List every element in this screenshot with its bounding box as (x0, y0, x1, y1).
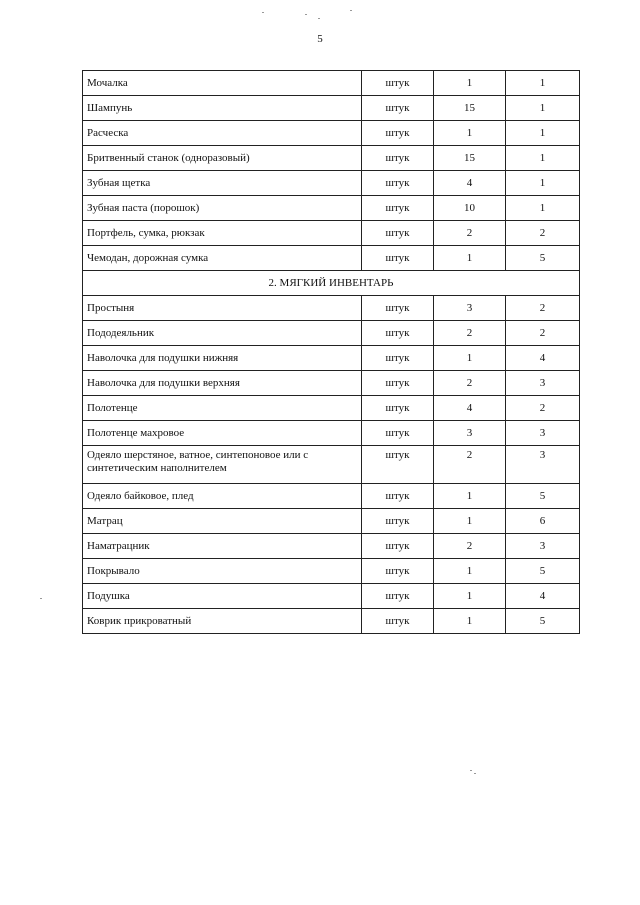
table-row (83, 71, 580, 96)
item-name-cell: Полотенце (83, 396, 362, 421)
item-name-cell: Подушка (83, 584, 362, 609)
item-name-cell: Одеяло шерстяное, ватное, синтепоновое или с синтетическим наполнителем (83, 446, 362, 484)
quantity-cell: 2 (434, 446, 506, 484)
quantity-cell: 10 (434, 196, 506, 221)
table-row (83, 534, 580, 559)
scan-speck (262, 12, 264, 13)
table-row (83, 371, 580, 396)
quantity-cell: 1 (434, 246, 506, 271)
unit-cell: штук (362, 396, 434, 421)
unit-cell: штук (362, 121, 434, 146)
term-cell: 1 (506, 146, 580, 171)
table-row (83, 584, 580, 609)
unit-cell: штук (362, 246, 434, 271)
table-row (83, 121, 580, 146)
term-cell: 3 (506, 446, 580, 484)
term-cell: 5 (506, 246, 580, 271)
term-cell: 3 (506, 421, 580, 446)
inventory-table (82, 70, 580, 634)
table-row (83, 446, 580, 484)
term-cell: 5 (506, 559, 580, 584)
item-name-cell: Наволочка для подушки верхняя (83, 371, 362, 396)
item-name-cell: Покрывало (83, 559, 362, 584)
quantity-cell: 4 (434, 171, 506, 196)
item-name-cell: Зубная щетка (83, 171, 362, 196)
item-name-cell: Шампунь (83, 96, 362, 121)
quantity-cell: 15 (434, 96, 506, 121)
item-name-cell: Наволочка для подушки нижняя (83, 346, 362, 371)
quantity-cell: 2 (434, 371, 506, 396)
table-row (83, 421, 580, 446)
quantity-cell: 2 (434, 534, 506, 559)
table-row (83, 171, 580, 196)
item-name-cell: Одеяло байковое, плед (83, 484, 362, 509)
item-name-cell: Зубная паста (порошок) (83, 196, 362, 221)
term-cell: 3 (506, 371, 580, 396)
section-header-row (83, 271, 580, 296)
quantity-cell: 3 (434, 421, 506, 446)
quantity-cell: 15 (434, 146, 506, 171)
quantity-cell: 1 (434, 509, 506, 534)
table-row (83, 396, 580, 421)
unit-cell: штук (362, 196, 434, 221)
term-cell: 1 (506, 71, 580, 96)
quantity-cell: 1 (434, 609, 506, 634)
term-cell: 1 (506, 196, 580, 221)
term-cell: 5 (506, 484, 580, 509)
quantity-cell: 2 (434, 321, 506, 346)
unit-cell: штук (362, 346, 434, 371)
table-row (83, 146, 580, 171)
table-row (83, 246, 580, 271)
item-name-cell: Простыня (83, 296, 362, 321)
item-name-cell: Расческа (83, 121, 362, 146)
item-name-cell: Чемодан, дорожная сумка (83, 246, 362, 271)
unit-cell: штук (362, 221, 434, 246)
term-cell: 3 (506, 534, 580, 559)
quantity-cell: 1 (434, 71, 506, 96)
unit-cell: штук (362, 609, 434, 634)
unit-cell: штук (362, 509, 434, 534)
term-cell: 2 (506, 321, 580, 346)
term-cell: 2 (506, 221, 580, 246)
table-row (83, 321, 580, 346)
unit-cell: штук (362, 584, 434, 609)
term-cell: 6 (506, 509, 580, 534)
unit-cell: штук (362, 96, 434, 121)
item-name-cell: Пододеяльник (83, 321, 362, 346)
table-row (83, 509, 580, 534)
term-cell: 1 (506, 96, 580, 121)
term-cell: 4 (506, 346, 580, 371)
quantity-cell: 4 (434, 396, 506, 421)
unit-cell: штук (362, 146, 434, 171)
quantity-cell: 1 (434, 121, 506, 146)
table-row (83, 196, 580, 221)
table-row (83, 559, 580, 584)
unit-cell: штук (362, 446, 434, 484)
term-cell: 5 (506, 609, 580, 634)
item-name-cell: Портфель, сумка, рюкзак (83, 221, 362, 246)
item-name-cell: Мочалка (83, 71, 362, 96)
quantity-cell: 1 (434, 346, 506, 371)
scan-speck (474, 773, 476, 774)
unit-cell: штук (362, 484, 434, 509)
table-row (83, 221, 580, 246)
term-cell: 1 (506, 121, 580, 146)
unit-cell: штук (362, 534, 434, 559)
term-cell: 2 (506, 296, 580, 321)
unit-cell: штук (362, 421, 434, 446)
table-row (83, 296, 580, 321)
unit-cell: штук (362, 371, 434, 396)
item-name-cell: Наматрацник (83, 534, 362, 559)
table-row (83, 609, 580, 634)
quantity-cell: 1 (434, 559, 506, 584)
unit-cell: штук (362, 296, 434, 321)
unit-cell: штук (362, 559, 434, 584)
scan-speck (40, 598, 42, 599)
term-cell: 1 (506, 171, 580, 196)
unit-cell: штук (362, 171, 434, 196)
item-name-cell: Коврик прикроватный (83, 609, 362, 634)
table-row (83, 96, 580, 121)
unit-cell: штук (362, 71, 434, 96)
item-name-cell: Бритвенный станок (одноразовый) (83, 146, 362, 171)
inventory-table-body (83, 71, 580, 634)
scan-speck (470, 770, 472, 771)
quantity-cell: 1 (434, 584, 506, 609)
scan-speck (350, 10, 352, 11)
item-name-cell: Матрац (83, 509, 362, 534)
term-cell: 4 (506, 584, 580, 609)
scan-speck (318, 18, 320, 19)
item-name-cell: Полотенце махровое (83, 421, 362, 446)
table-row (83, 484, 580, 509)
quantity-cell: 2 (434, 221, 506, 246)
section-title: 2. МЯГКИЙ ИНВЕНТАРЬ (83, 271, 580, 296)
quantity-cell: 1 (434, 484, 506, 509)
term-cell: 2 (506, 396, 580, 421)
page-number: 5 (317, 33, 323, 45)
table-row (83, 346, 580, 371)
unit-cell: штук (362, 321, 434, 346)
quantity-cell: 3 (434, 296, 506, 321)
scan-speck (305, 14, 307, 15)
